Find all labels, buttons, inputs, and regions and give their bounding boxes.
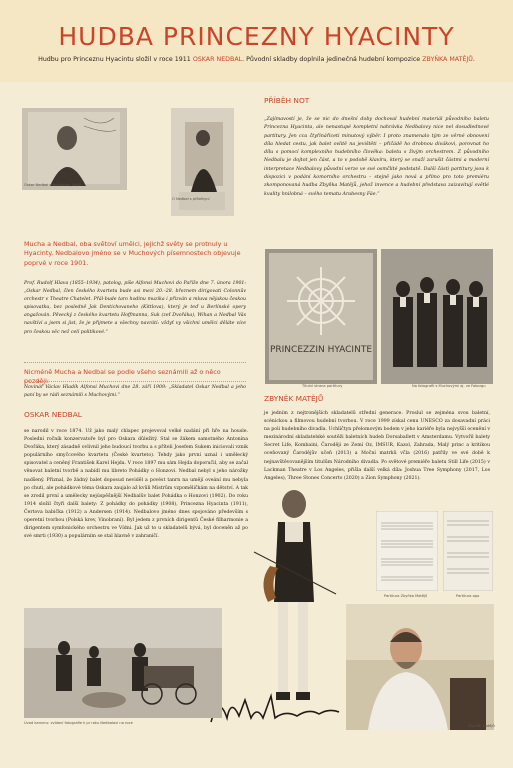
score-image-right <box>443 511 493 591</box>
divider-mucha <box>24 362 246 363</box>
divider-mucha-2 <box>24 381 246 382</box>
family-photo <box>24 608 222 718</box>
nedbal-body: se narodil v roce 1874. Už jako malý chlapec projevoval velké nadání při hře na housle. Poslední ročník konzervatoře byl pro Oskara důležitý. Stal se žákem samotného Antonína Dvořáka, který zásadně ovlivnil jeho budoucí tvorbu a s příteli Josefem Sukem iniciovali vznik populárního smyčcového kvartetu (České kvarteto). Tehdy jako první uznal i umělecký spisovatel a ceněný František Karel Hejda. V roce 1897 mu sám Hejda doporučil, aby se začal věnovat baletní tvorbě a nabídl mu libreto Pohádky o Honzovi. Nedbal nebyl s jeho nárožky nadšený. Přiznal, že žádný balet doposud neviděl a povést tanrn na umějí oveání mu nebyla po chuti, ale pohádkové téma Oskara zaujalo až kvůli Mistrům vzpoměličkám na dětství. A tak se zrodil první a umělecky nejúspěšnější Nedbalův balet Pohádka o Honzovi (1902). Do roku 1914 složil čtyři další balety: Z pohádky do pohádky (1908), Princezna Hyacinta (1911), Čertova babička (1912) a Andersen (1914). Nedbalovo jméno dnes spojováno především s operetní tvorbou (Polská krev, Vinobraní). Byl jedem z prvních dirigentů České filharmonie a dirigentem symfonického orchestru ve Vídni. Jak už to u skladatelů bývá, byl doceněn až po své smrti (1930) a populárním se stal hlavně v zahraničí. <box>24 429 248 540</box>
subtitle-text: Hudbu pro Princeznu Hyacintu složil v roce 1911 <box>38 56 191 63</box>
heading-oskar-nedbal: OSKAR NEDBAL <box>24 410 82 419</box>
mucha-body-text: Prof. Rudolf Hlava (1855–1934), patolog, píše Alfonsi Muchovi do Paříže dne 7. února 1901: „Oskar Nedbal, člen českého kvartetu bude asi mezi 20.–28. březnem dirigovati Colonnův orchestr v Theatre Chatelet. Přál-bude taro hodinu muzika i přizván a mluva nějakou českou spisovatku, bez posledně Jak Dentichovaneho (Kittlova), který je teď u Berlínské opery angažován. Pěvecký z českého kvartetu Hoffmanna, Suk (zeť Dvořáka), Wihan a Nedbal Vás navštíví a jsem si jist, že je přijmete a všechny navrátí: vždyť vy všichni umělci děláte více pro českou věc než celí politikové.“ <box>24 281 246 335</box>
caption-composer-photo: Zbyněk Matějů <box>468 724 495 728</box>
signature-label: O. Nedbal <box>272 728 278 729</box>
score-image-left <box>376 511 438 591</box>
mateju-body: je jedním z nejtronějších skladatelů střední generace. Proslul se zejména svou baletní, scénickou a filmovou hudební tvorbou. V roce 1999 získal cenu UNESCO za dosavadní práci na poli hudebního divadla. Uchlíčtyn přelomovým bodem v jeho kariéře byla nejvyšší ocenění v mezinárodní skladatelské soutěži baletních hudeb Dorsaballett v Amsterdamu. Vytvořil balety Secret Life, Kombaini, Čaroději ze Zemí Oz, IMSUR, Kazol, Zahrada, Malý princ a kritikou oceňovaný Čarodějův učeň (2013) a Moční matrků včla (2016) patřily ve své době k nejnavštěvovanějším titulům Národního divadla. Po světové premiéře baletu Still Life (2015) v Lackman Theatre v Los Angeles, přišla další velká díla: Joshua Tree Symphony (2017, Los Angeles), Three Stones Concerto (2020) a Zion Symphony (2021). <box>264 411 490 481</box>
mucha-lead: Mucha a Nedbal, oba světoví umělci, jejichž světy se protnuly u Hyacinty. Nedbalovo jméno se v Muchových písemnostech objevuje poprvé v roce 1901. <box>24 240 241 267</box>
page-title: HUDBA PRINCEZNY HYACINTY <box>58 22 455 51</box>
heading-zbynek-mateju: ZBYNĚK MATĚJŮ <box>264 394 324 403</box>
quartet-photo <box>381 249 493 384</box>
subtitle-mid: . Původní skladby doplnila jedinečná hudební kompozice <box>242 56 421 63</box>
caption-family-photo: Úvod karneru: zvídaní fotografie k pr roku Nedbalovi na roce <box>24 721 133 725</box>
caption-ticket-poster: Titulní strana partitury <box>302 384 343 388</box>
mucha-body <box>24 280 246 337</box>
caption-photo-top-left: Oskar Nedbal v troufalém, Pařiž <box>24 183 81 187</box>
subtitle-mateju: ZBYŇKA MATĚJŮ <box>422 56 473 63</box>
content-paper <box>0 84 513 768</box>
caption-photo-top-right: O Nedbal s přítelkyní <box>172 197 210 201</box>
page-subtitle <box>10 56 503 63</box>
nedbal-signature <box>205 688 345 730</box>
mucha-lead-2: Nicméně Mucha a Nedbal se podle všeho seznámili až o něco později: <box>24 368 221 386</box>
poster-title-text: PRINCEZZIN HYACINTE <box>269 345 373 355</box>
heading-pribeh-not: PŘÍBĚH NOT <box>264 96 310 105</box>
subtitle-end: . <box>472 56 475 63</box>
hyacinta-poster-image <box>265 249 377 384</box>
caption-quartet-photo: Na fotografii s Muchovými aj. ve Faborgu <box>412 384 486 388</box>
caption-score-left: Partitura Zbyňka Matějů <box>384 594 428 598</box>
mucha-body-2: Novinář Václav Hladík Alfonsi Muchovi dne 28. září 1909: „Skladatel Oskar Nedbal a jeho paní by se rádi seznámili s Muchovými.“ <box>24 385 246 399</box>
pribeh-quote: „Zajímavostí je, že se nic do dnešní doby dochoval hudební materiál původního baletu Princezna Hyacinta, ale nenastupé kompletní nahrávka Nedbalovy nice nel dosudlednové partitury. Jen cca čtyřinářiceti minutový výběr. I proto znamenalo tým ze věrné obnovení díla hledat cestu, jak balet ovlitě na jevištěti – přičádě ho drobnou divákovi, porovnat ho dílu s pomocí komplexního hudebního člověka: baletu s živým orchestrem. Z původního Nedbalu je dojtot jen část, a to v podobě klavíru, který se snaží zarušit částmi a moderní interpretace Nedbalovy původní verze ve své osmčlité podstatě. Další části partitury jsou k dispozici v podání komorního orchestru – stejně jako nová a přímo pro toto premiéru zkomponovaná hudba Zbyňka Matějů, jehož invence a hudební představa zaizavitují světlé kvality hnilobná – svého tematu Arabesny Fáe.“ <box>264 117 489 197</box>
caption-score-right: Partitura opo <box>456 594 480 598</box>
subtitle-nedbal: OSKAR NEDBAL <box>192 56 243 63</box>
nedbal-photo-portrait <box>22 108 127 190</box>
composer-photo <box>346 604 494 730</box>
